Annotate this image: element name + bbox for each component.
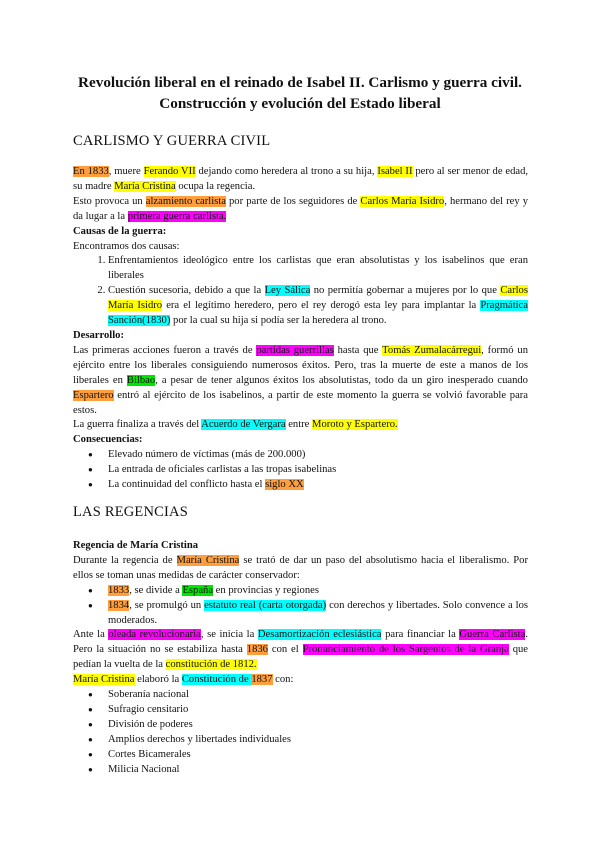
paragraph-regencia-intro: Durante la regencia de María Cristina se trató de dar un paso del absolutismo hacia el liberalismo. Por ellos se toman unas medidas de carácter conservador: xyxy=(73,554,529,581)
highlight-maria-cristina-2: María Cristina xyxy=(176,554,240,566)
highlight-estatuto-real: estatuto real (carta otorgada) xyxy=(204,599,327,611)
title-line-1: Revolución liberal en el reinado de Isabel II. Carlismo y guerra civil. xyxy=(78,74,522,91)
highlight-primera-guerra: primera guerra carlista. xyxy=(127,210,227,222)
highlight-maria-cristina-3: María Cristina xyxy=(73,674,135,686)
highlight-pragmatica-sancion: Pragmática Sanción(1830) xyxy=(108,300,528,327)
causas-intro: Encontramos dos causas: xyxy=(73,240,180,252)
title-line-2: Construcción y evolución del Estado liberal xyxy=(159,95,441,112)
highlight-1836: 1836 xyxy=(246,644,268,656)
highlight-ferando-vii: Ferando VII xyxy=(143,166,196,177)
highlight-siglo-xx: siglo XX xyxy=(265,479,304,491)
paragraph-vergara: La guerra finaliza a través del Acuerdo de Vergara entre Moroto y Espartero. xyxy=(73,419,398,431)
subheading-causas: Causas de la guerra: xyxy=(73,225,167,237)
highlight-carlos-maria-isidro-2: Carlos María Isidro xyxy=(108,285,528,312)
paragraph-constitucion-1837: María Cristina elaboró la Constitución de 1837 con: xyxy=(73,674,294,686)
highlight-isabel-ii: Isabel II xyxy=(377,166,413,177)
highlight-year-1833: En 1833 xyxy=(73,166,109,177)
subheading-desarrollo: Desarrollo: xyxy=(73,329,124,341)
highlight-moroto-espartero: Moroto y Espartero. xyxy=(312,419,398,431)
list-item: ● Elevado número de víctimas (más de 200.000) xyxy=(108,448,528,463)
constitucion-features-list xyxy=(73,688,528,777)
list-item: ● Cortes Bicamerales xyxy=(108,748,528,763)
list-item: ● La continuidad del conflicto hasta el siglo XX xyxy=(108,478,528,493)
highlight-acuerdo-vergara: Acuerdo de Vergara xyxy=(201,419,286,431)
causas-list xyxy=(73,254,528,329)
highlight-desamortizacion: Desamortización eclesiástica xyxy=(257,629,382,641)
highlight-partidas-guerrillas: partidas guerrillas xyxy=(256,344,334,356)
list-item: ● Soberanía nacional xyxy=(108,688,528,703)
subheading-consecuencias: Consecuencias: xyxy=(73,434,143,446)
list-item: ● División de poderes xyxy=(108,718,528,733)
highlight-guerra-carlista: Guerra Carlista xyxy=(459,629,526,641)
highlight-bilbao: Bilbao xyxy=(126,374,156,386)
paragraph-intro: En 1833, muere Ferando VII dejando como heredera al trono a su hija, Isabel II pero al ser menor de edad, su madre María Cristina ocupa la regencia. xyxy=(73,166,529,192)
document-title xyxy=(40,72,560,114)
list-item: 2. Cuestión sucesoria, debido a que la Ley Sálica no permitía gobernar a mujeres por lo que Carlos María Isidro era el legítimo heredero, pero el rey derogó esta ley para implantar la Pragmática Sanción(1830) por la cual su hija si podía ser la heredera al trono. xyxy=(108,284,528,329)
paragraph-desarrollo: Las primeras acciones fueron a través de partidas guerrillas hasta que Tomás Zumalacárregui, formó un ejército entre los liberales consiguiendo numerosos éxitos. Pero, tras la muerte de este a manos de los liberales en Bilbao, a pesar de tener algunos éxitos los absolutistas, todo da un giro inesperado cuando Espartero entró al ejército de los isabelinos, a partir de este momento la guerra se volvió favorable para estos. xyxy=(73,344,528,416)
list-item: ● La entrada de oficiales carlistas a las tropas isabelinas xyxy=(108,463,528,478)
list-item: ● 1833, se divide a España en provincias y regiones xyxy=(108,584,528,599)
subheading-regencia-maria-cristina: Regencia de María Cristina xyxy=(73,540,199,551)
consecuencias-list xyxy=(73,448,528,493)
highlight-zumalacarregui: Tomás Zumalacárregui xyxy=(382,344,482,356)
highlight-maria-cristina: María Cristina xyxy=(114,180,176,192)
list-item: ● 1834, se promulgó un estatuto real (carta otorgada) con derechos y libertades. Solo convence a los moderados. xyxy=(108,599,528,629)
highlight-espartero: Espartero xyxy=(73,389,114,401)
highlight-espana: España xyxy=(182,584,214,596)
highlight-1833: 1833 xyxy=(108,584,130,596)
highlight-constitucion-1812: constitución de 1812. xyxy=(165,659,257,671)
highlight-carlos-maria-isidro: Carlos María Isidro xyxy=(360,195,445,207)
highlight-1834: 1834 xyxy=(108,599,130,611)
highlight-alzamiento: alzamiento carlista xyxy=(145,195,226,207)
highlight-ley-salica: Ley Sálica xyxy=(264,285,311,297)
list-item: 1. Enfrentamientos ideológico entre los carlistas que eran absolutistas y los isabelinos que eran liberales xyxy=(108,254,528,284)
highlight-oleada-revolucionaria: oleada revolucionaria xyxy=(108,629,201,641)
medidas-list xyxy=(73,584,528,629)
highlight-constitucion: Constitución de xyxy=(181,674,252,686)
section-regencias-body xyxy=(73,539,528,778)
section-carlismo-body xyxy=(73,165,528,493)
paragraph-alzamiento: Esto provoca un alzamiento carlista por parte de los seguidores de Carlos María Isidro, hermano del rey y da lugar a la primera guerra carlista. xyxy=(73,195,529,222)
list-item: ● Sufragio censitario xyxy=(108,703,528,718)
highlight-1837: 1837 xyxy=(251,674,273,686)
highlight-pronunciamiento: Pronunciamiento de los Sargentos de la Granja xyxy=(302,644,509,656)
paragraph-desamortizacion: Ante la oleada revolucionaria, se inicia la Desamortización eclesiástica para financiar la Guerra Carlista. Pero la situación no se estabiliza hasta 1836 con el Pronunciamiento de los Sargentos de la Granja que pedían la vuelta de la constitución de 1812. xyxy=(73,629,528,671)
list-item: ● Amplios derechos y libertades individuales xyxy=(108,733,528,748)
list-item: ● Milicia Nacional xyxy=(108,763,528,778)
section-heading-carlismo: CARLISMO Y GUERRA CIVIL xyxy=(73,133,271,149)
section-heading-regencias: LAS REGENCIAS xyxy=(73,504,188,520)
